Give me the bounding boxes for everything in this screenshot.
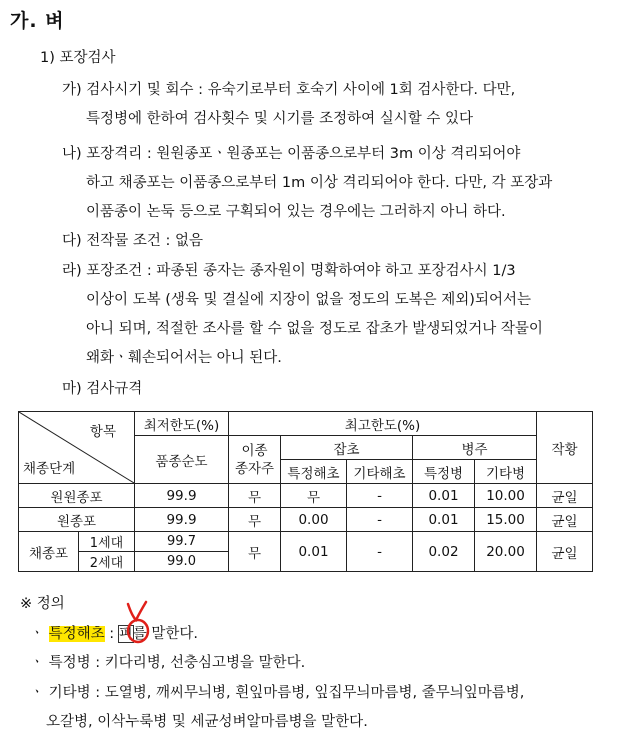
header-weed-specific: 특정해초 [281, 460, 347, 484]
subsection-heading: 1) 포장검사 [40, 50, 116, 66]
bullet-dot: ㆍ [30, 655, 45, 671]
header-max-limit: 최고한도(%) [229, 412, 537, 436]
item-ma [62, 377, 142, 398]
definition-weed [30, 622, 198, 643]
item-na-line2: 하고 채종포는 이품종으로부터 1m 이상 격리되어야 한다. 다만, 각 포장과 [86, 175, 553, 191]
item-na [62, 142, 520, 163]
cell-stage: 원원종포 [19, 484, 135, 508]
header-growth: 작황 [537, 412, 593, 484]
header-disease-specific: 특정병 [413, 460, 475, 484]
cell-stage: 채종포 [19, 532, 79, 572]
cell-weed-other: - [347, 508, 413, 532]
item-na-line3: 이품종이 논둑 등으로 구획되어 있는 경우에는 그러하지 아니 하다. [86, 204, 506, 220]
definition-disease [30, 651, 305, 672]
cell-weed-other: - [347, 532, 413, 572]
highlighted-term: 특정해초 [48, 626, 105, 642]
cell-purity: 99.9 [135, 508, 229, 532]
definition-other-disease-line2: 오갈병, 이삭누룩병 및 세균성벼알마름병을 말한다. [46, 714, 368, 730]
definitions-heading: ※ 정의 [20, 596, 65, 612]
header-other-crop: 이종 종자주 [229, 436, 281, 484]
cell-other-crop: 무 [229, 484, 281, 508]
header-weed: 잡초 [281, 436, 413, 460]
table-corner-header [19, 412, 135, 484]
cell-weed-specific: 무 [281, 484, 347, 508]
cell-disease-other: 20.00 [475, 532, 537, 572]
cell-disease-other: 15.00 [475, 508, 537, 532]
cell-other-crop: 무 [229, 532, 281, 572]
definition-value: 피 [118, 626, 133, 642]
header-disease-other: 기타병 [475, 460, 537, 484]
section-title: 가. 벼 [10, 10, 65, 32]
header-weed-other: 기타해초 [347, 460, 413, 484]
separator: : [104, 626, 119, 642]
inspection-standards-table [18, 411, 593, 572]
cell-generation: 1세대 [79, 532, 135, 552]
cell-weed-other: - [347, 484, 413, 508]
item-text: 검사규격 [86, 381, 143, 397]
item-text: 포장조건 : 파종된 종자는 종자원이 명확하여야 하고 포장검사시 1/3 [86, 263, 516, 279]
cell-weed-specific: 0.01 [281, 532, 347, 572]
cell-disease-other: 10.00 [475, 484, 537, 508]
header-min-limit: 최저한도(%) [135, 412, 229, 436]
item-da [62, 229, 203, 250]
item-label: 마) [62, 381, 82, 397]
cell-weed-specific: 0.00 [281, 508, 347, 532]
cell-growth: 균일 [537, 532, 593, 572]
header-stage: 채종단계 [23, 461, 76, 477]
table-row [19, 484, 593, 508]
definition-text: 특정병 : 키다리병, 선충심고병을 말한다. [48, 655, 306, 671]
definition-text: 기타병 : 도열병, 깨씨무늬병, 흰잎마름병, 잎집무늬마름병, 줄무늬잎마름병, [48, 685, 525, 701]
cell-purity: 99.0 [135, 552, 229, 572]
bullet-dot: ㆍ [30, 685, 45, 701]
item-text: 포장격리 : 원원종포ㆍ원종포는 이품종으로부터 3m 이상 격리되어야 [86, 146, 521, 162]
header-item: 항목 [89, 424, 116, 440]
handwritten-circle-mark-icon [122, 600, 156, 646]
header-disease: 병주 [413, 436, 537, 460]
item-ra-line3: 아니 되며, 적절한 조사를 할 수 없을 정도로 잡초가 발생되었거나 작물이 [86, 321, 543, 337]
item-ra-line2: 이상이 도복 (생육 및 결실에 지장이 없을 정도의 도복은 제외)되어서는 [86, 292, 531, 308]
item-ra-line4: 왜화ㆍ훼손되어서는 아니 된다. [86, 350, 282, 366]
item-label: 다) [62, 233, 82, 249]
table-row [19, 532, 593, 552]
item-label: 라) [62, 263, 82, 279]
item-ra [62, 259, 516, 280]
cell-stage: 원종포 [19, 508, 135, 532]
cell-disease-specific: 0.02 [413, 532, 475, 572]
cell-purity: 99.7 [135, 532, 229, 552]
cell-generation: 2세대 [79, 552, 135, 572]
cell-other-crop: 무 [229, 508, 281, 532]
bullet-dot: ㆍ [30, 626, 45, 642]
cell-disease-specific: 0.01 [413, 508, 475, 532]
item-label: 가) [62, 82, 82, 98]
item-ga-line2: 특정병에 한하여 검사횟수 및 시기를 조정하여 실시할 수 있다 [86, 111, 474, 127]
item-ga [62, 78, 515, 99]
header-variety-purity: 품종순도 [135, 436, 229, 484]
item-text: 검사시기 및 회수 : 유숙기로부터 호숙기 사이에 1회 검사한다. 다만, [86, 82, 516, 98]
cell-disease-specific: 0.01 [413, 484, 475, 508]
table-row [19, 508, 593, 532]
definition-other-disease [30, 681, 524, 702]
cell-purity: 99.9 [135, 484, 229, 508]
cell-growth: 균일 [537, 484, 593, 508]
cell-growth: 균일 [537, 508, 593, 532]
item-text: 전작물 조건 : 없음 [86, 233, 204, 249]
item-label: 나) [62, 146, 82, 162]
definition-rest: 를 말한다. [132, 626, 199, 642]
